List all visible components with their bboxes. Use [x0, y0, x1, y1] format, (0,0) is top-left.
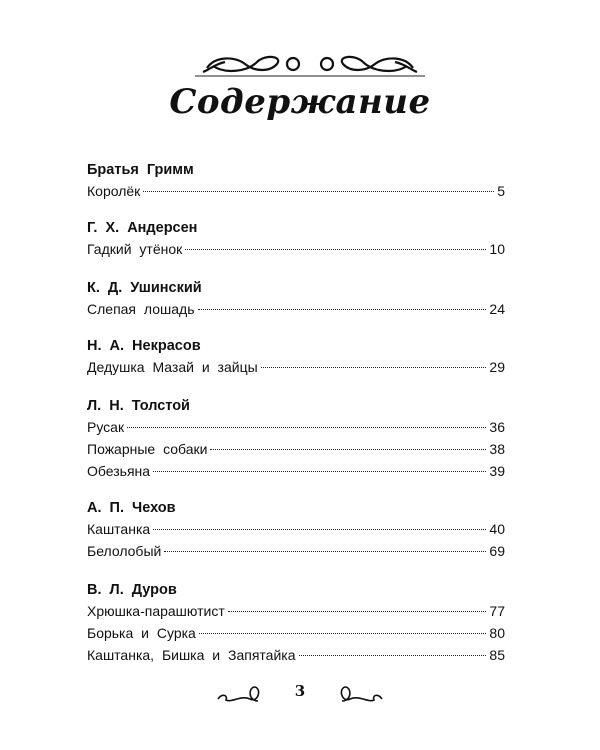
entry-page: 5	[497, 183, 505, 199]
toc-section	[87, 336, 505, 378]
author-name: Н. А. Некрасов	[87, 338, 201, 354]
toc-section	[87, 396, 505, 482]
toc-entry[interactable]	[87, 180, 505, 202]
entry-page: 24	[489, 301, 505, 317]
toc-entry[interactable]	[87, 416, 505, 438]
dot-leader	[127, 427, 486, 428]
entry-title: Русак	[87, 419, 125, 435]
toc-entry[interactable]	[87, 298, 505, 320]
toc-entry[interactable]	[87, 644, 505, 666]
toc-section	[87, 218, 505, 260]
entry-title: Слепая лошадь	[87, 301, 195, 317]
author-name: К. Д. Ушинский	[87, 280, 202, 296]
toc-entry[interactable]	[87, 356, 505, 378]
dot-leader	[261, 367, 487, 368]
dot-leader	[199, 633, 487, 634]
toc-section	[87, 278, 505, 320]
entry-title: Гадкий утёнок	[87, 241, 183, 257]
author-name: Л. Н. Толстой	[87, 398, 190, 414]
dot-leader	[299, 655, 487, 656]
toc-entry[interactable]	[87, 238, 505, 260]
dot-leader	[185, 249, 486, 250]
toc-entry[interactable]	[87, 438, 505, 460]
entry-title: Хрюшка-парашютист	[87, 603, 225, 619]
dot-leader	[228, 611, 487, 612]
entry-page: 36	[489, 419, 505, 435]
entry-title: Королёк	[87, 183, 141, 199]
toc-entry[interactable]	[87, 460, 505, 482]
author-name: В. Л. Дуров	[87, 582, 177, 598]
entry-page: 29	[489, 359, 505, 375]
entry-page: 69	[489, 543, 505, 559]
toc-section	[87, 498, 505, 562]
author-name: Г. Х. Андерсен	[87, 220, 198, 236]
toc-entry[interactable]	[87, 540, 505, 562]
flourish-ornament-icon	[195, 50, 425, 80]
entry-page: 80	[489, 625, 505, 641]
page-number: 3	[294, 682, 306, 700]
entry-title: Пожарные собаки	[87, 441, 208, 457]
author-name: Братья Гримм	[87, 162, 194, 178]
dot-leader	[164, 551, 486, 552]
dot-leader	[143, 191, 494, 192]
dot-leader	[198, 309, 487, 310]
toc-section	[87, 580, 505, 666]
entry-page: 85	[489, 647, 505, 663]
entry-page: 40	[489, 521, 505, 537]
toc-entry[interactable]	[87, 518, 505, 540]
entry-title: Борька и Сурка	[87, 625, 196, 641]
entry-title: Каштанка	[87, 521, 151, 537]
entry-title: Каштанка, Бишка и Запятайка	[87, 647, 296, 663]
dot-leader	[210, 449, 486, 450]
entry-title: Белолобый	[87, 543, 162, 559]
entry-title: Дедушка Мазай и зайцы	[87, 359, 258, 375]
page-title: Содержание	[169, 82, 431, 122]
dot-leader	[153, 471, 486, 472]
entry-page: 10	[489, 241, 505, 257]
toc-entry[interactable]	[87, 600, 505, 622]
entry-page: 77	[489, 603, 505, 619]
entry-title: Обезьяна	[87, 463, 151, 479]
toc-entry[interactable]	[87, 622, 505, 644]
entry-page: 38	[489, 441, 505, 457]
toc-section	[87, 160, 505, 202]
entry-page: 39	[489, 463, 505, 479]
dot-leader	[153, 529, 486, 530]
author-name: А. П. Чехов	[87, 500, 176, 516]
